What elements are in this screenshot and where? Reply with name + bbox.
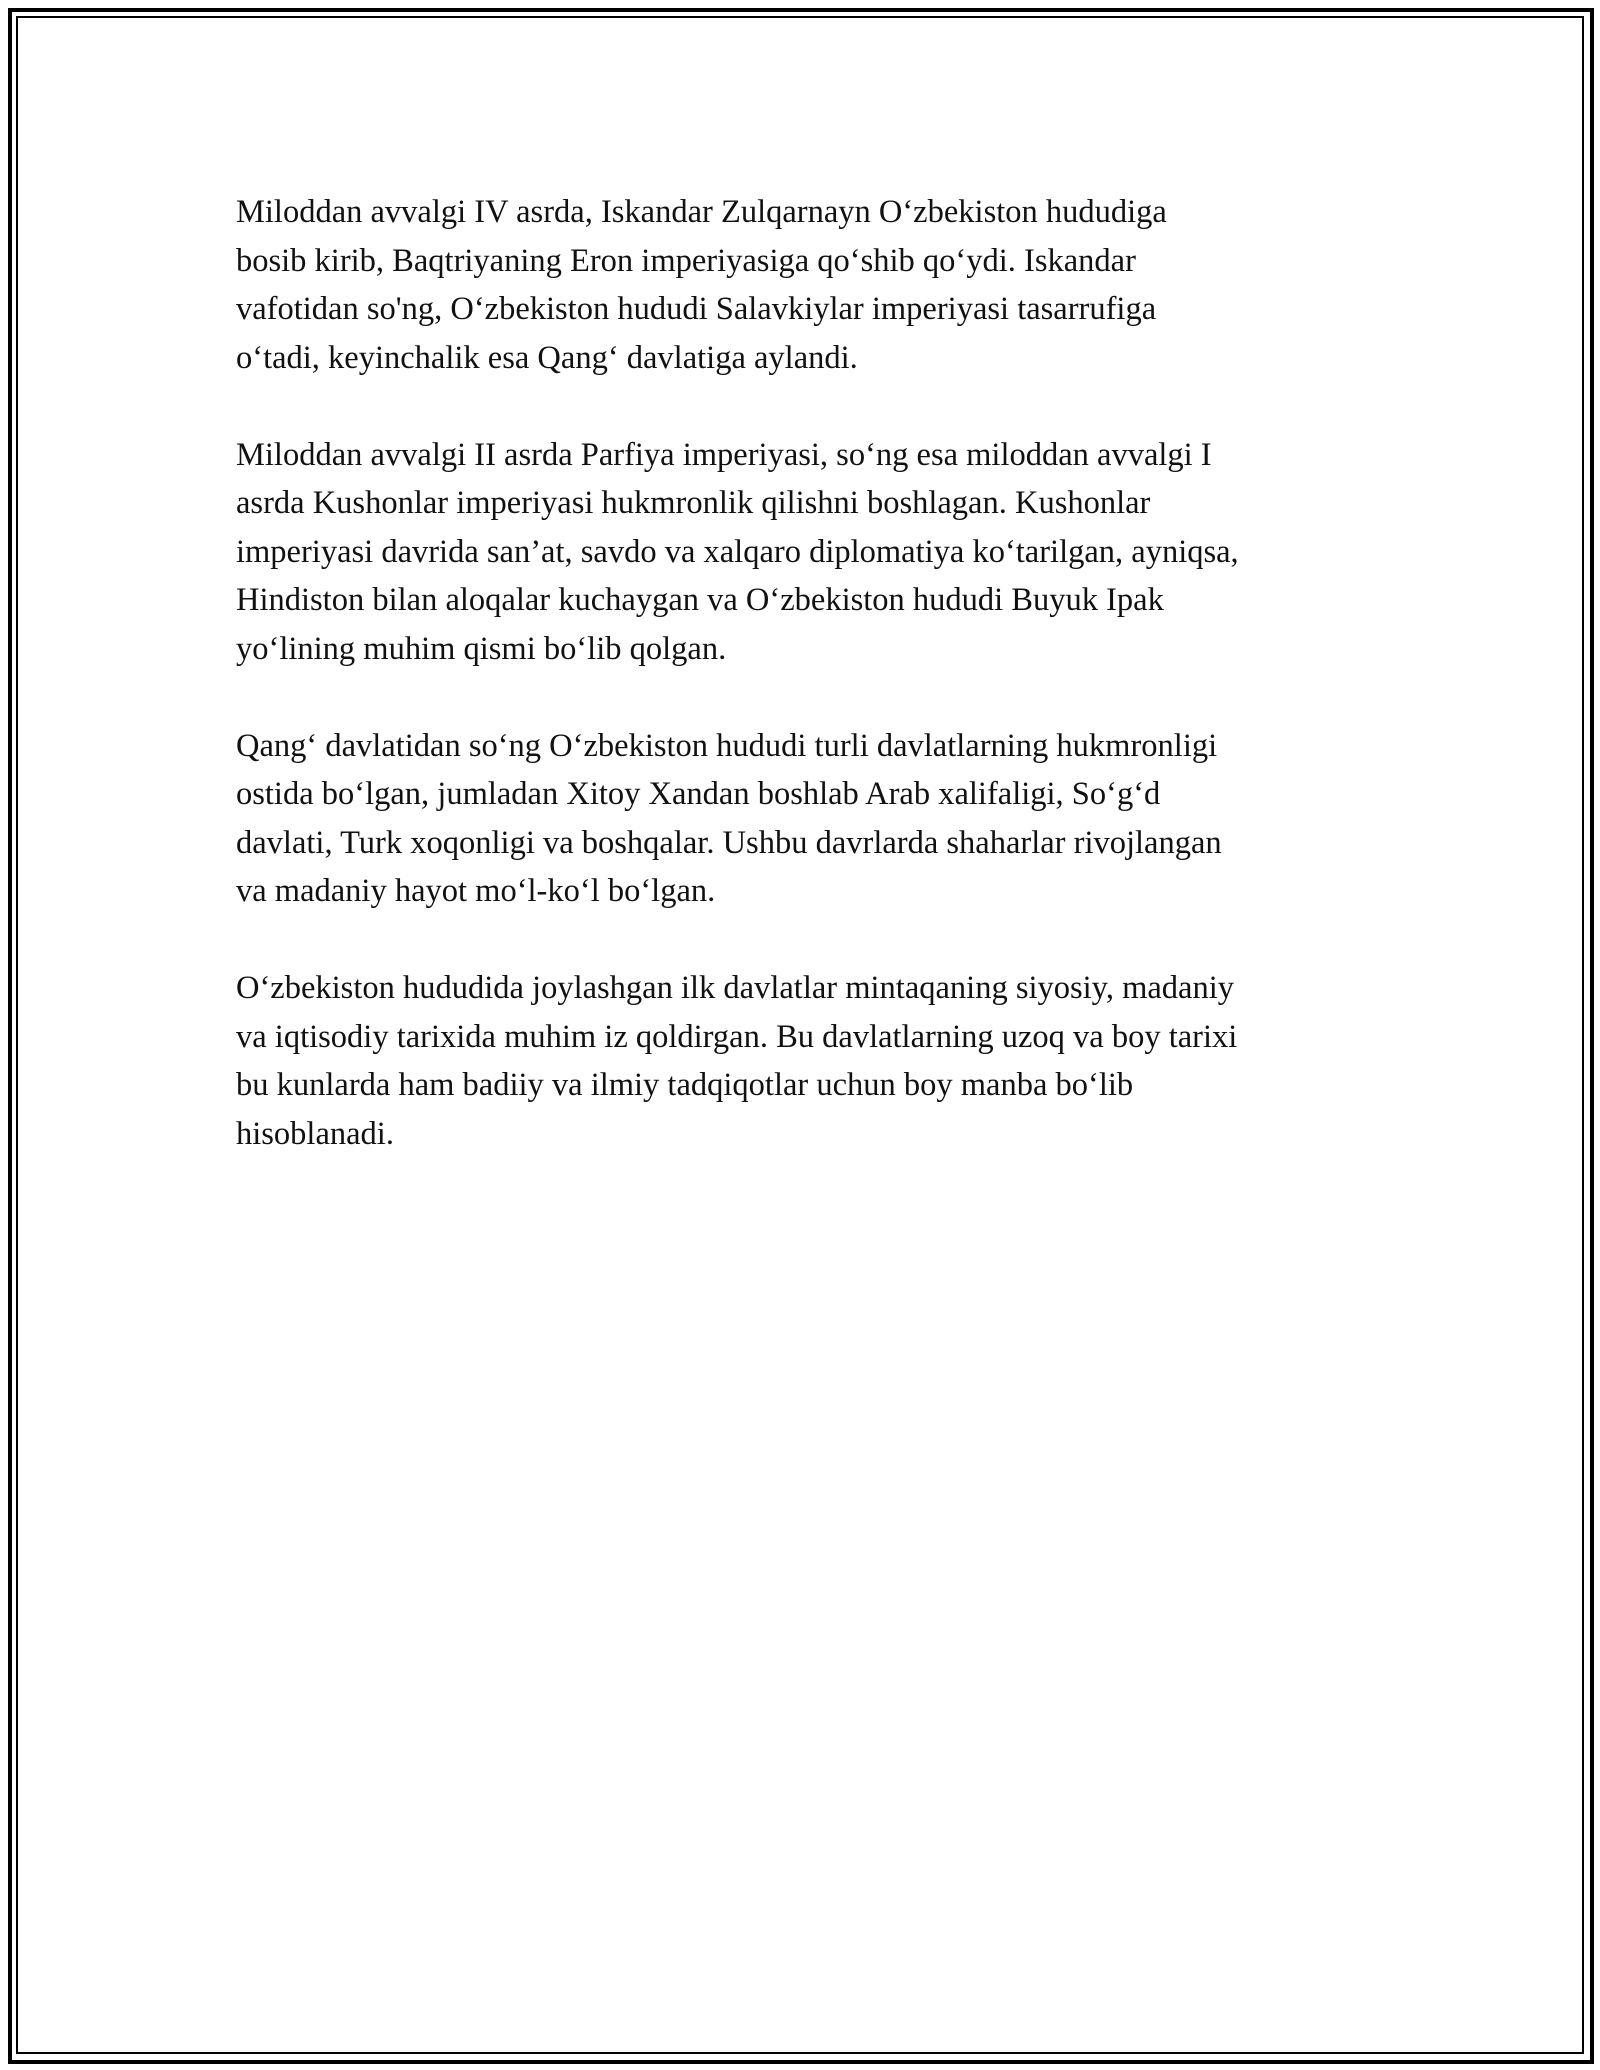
text-line: hisoblanadi. xyxy=(236,1115,394,1152)
text-line: O‘zbekiston hududida joylashgan ilk davlatlar mintaqaning siyosiy, madaniy xyxy=(236,970,1234,1006)
text-line: Miloddan avvalgi II asrda Parfiya imperiyasi, so‘ng esa miloddan avvalgi I xyxy=(236,436,1212,473)
paragraph-3 xyxy=(236,722,1376,916)
text-line: asrda Kushonlar imperiyasi hukmronlik qilishni boshlagan. Kushonlar xyxy=(236,485,1151,521)
text-line: va iqtisodiy tarixida muhim iz qoldirgan. Bu davlatlarning uzoq va boy tarixi xyxy=(236,1018,1238,1055)
text-line: ostida bo‘lgan, jumladan Xitoy Xandan boshlab Arab xalifaligi, So‘g‘d xyxy=(236,776,1161,812)
document-body xyxy=(236,188,1376,1207)
text-line: Qang‘ davlatidan so‘ng O‘zbekiston hududi turli davlatlarning hukmronligi xyxy=(236,727,1218,764)
text-line: bu kunlarda ham badiiy va ilmiy tadqiqotlar uchun boy manba bo‘lib xyxy=(236,1067,1134,1103)
text-line: imperiyasi davrida san’at, savdo va xalqaro diplomatiya ko‘tarilgan, ayniqsa, xyxy=(236,533,1239,570)
paragraph-1 xyxy=(236,188,1376,382)
text-line: davlati, Turk xoqonligi va boshqalar. Ushbu davrlarda shaharlar rivojlangan xyxy=(236,824,1222,861)
text-line: vafotidan so'ng, O‘zbekiston hududi Salavkiylar imperiyasi tasarrufiga xyxy=(236,291,1157,327)
text-line: va madaniy hayot mo‘l-ko‘l bo‘lgan. xyxy=(236,873,716,909)
text-line: Hindiston bilan aloqalar kuchaygan va O‘zbekiston hududi Buyuk Ipak xyxy=(236,582,1164,618)
text-line: o‘tadi, keyinchalik esa Qang‘ davlatiga aylandi. xyxy=(236,339,858,376)
text-line: Miloddan avvalgi IV asrda, Iskandar Zulqarnayn O‘zbekiston hududiga xyxy=(236,194,1167,230)
text-line: bosib kirib, Baqtriyaning Eron imperiyasiga qo‘shib qo‘ydi. Iskandar xyxy=(236,242,1136,279)
paragraph-4 xyxy=(236,964,1376,1158)
paragraph-2 xyxy=(236,431,1376,674)
text-line: yo‘lining muhim qismi bo‘lib qolgan. xyxy=(236,630,727,667)
